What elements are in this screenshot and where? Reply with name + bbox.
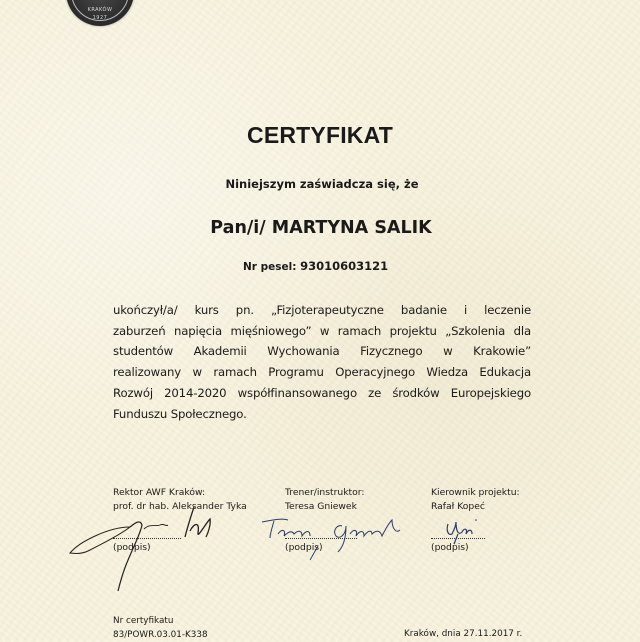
signature-role: Trener/instruktor: bbox=[285, 487, 365, 498]
body-line: realizowany w ramach Programu Operacyjnego Wiedza Edukacja bbox=[113, 365, 531, 380]
signature-role: Kierownik projektu: bbox=[431, 487, 520, 498]
body-line: Rozwój 2014-2020 współfinansowanego ze środków Europejskiego bbox=[113, 385, 531, 400]
signature-block-trainer bbox=[285, 486, 364, 514]
body-line: ukończył/a/ kurs pn. „Fizjoterapeutyczne badanie i leczenie bbox=[113, 303, 531, 317]
certificate-number-value: 83/POWR.03.01-K338 bbox=[113, 630, 208, 640]
pesel-label: Nr pesel: bbox=[243, 261, 297, 273]
seal-city: KRAKÓW bbox=[87, 7, 113, 13]
recipient-name: Pan/i/ MARTYNA SALIK bbox=[210, 218, 432, 238]
signature-line bbox=[113, 538, 181, 539]
signature-line bbox=[431, 538, 485, 539]
certificate-number-label: Nr certyfikatu bbox=[113, 616, 174, 626]
place-and-date: Kraków, dnia 27.11.2017 r. bbox=[404, 629, 523, 639]
body-line: studentów Akademii Wychowania Fizycznego w Krakowie” bbox=[113, 344, 531, 359]
pesel-value: 93010603121 bbox=[300, 259, 389, 273]
certificate-title: CERTYFIKAT bbox=[247, 122, 393, 148]
body-line: Funduszu Społecznego. bbox=[113, 406, 247, 421]
signature-person: Rafał Kopeć bbox=[431, 501, 485, 512]
body-line: zaburzeń napięcia mięśniowego” w ramach projektu „Szkolenia dla bbox=[113, 323, 531, 338]
signature-role: Rektor AWF Kraków: bbox=[113, 487, 206, 498]
signature-block-project-manager bbox=[431, 486, 520, 514]
university-seal-icon bbox=[66, 0, 134, 26]
signature-line bbox=[285, 538, 357, 539]
seal-year: 1927 bbox=[92, 15, 108, 21]
signature-block-rector bbox=[113, 486, 247, 514]
certificate-intro: Niniejszym zaświadcza się, że bbox=[225, 177, 419, 191]
signature-caption: (podpis) bbox=[113, 542, 151, 553]
signature-person: Teresa Gniewek bbox=[285, 501, 357, 512]
signature-caption: (podpis) bbox=[431, 542, 469, 553]
handwritten-signature-icon bbox=[258, 512, 418, 562]
certificate-number bbox=[113, 614, 208, 642]
signature-person: prof. dr hab. Aleksander Tyka bbox=[113, 501, 247, 512]
pesel-line bbox=[243, 259, 388, 273]
certificate-body bbox=[113, 300, 531, 424]
signature-caption: (podpis) bbox=[285, 542, 323, 553]
